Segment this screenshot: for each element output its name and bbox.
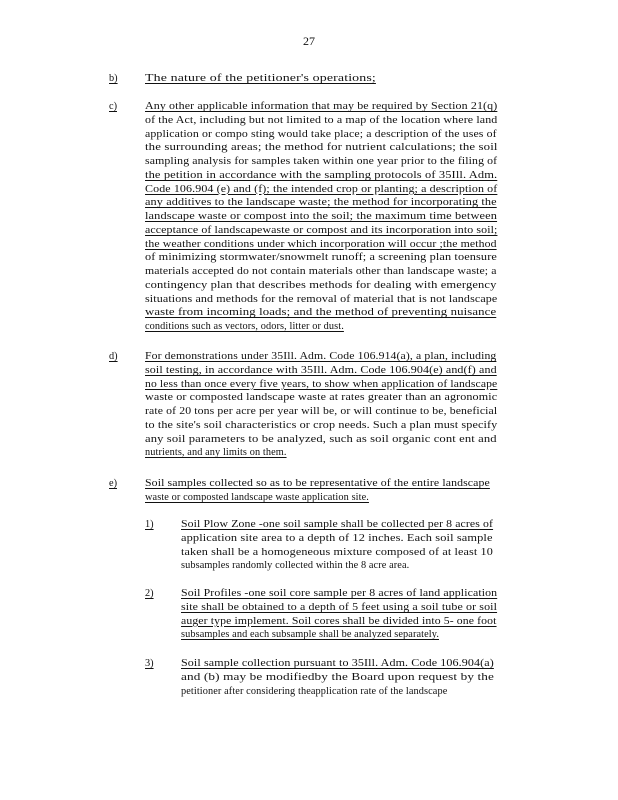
subitem-text-line: site shall be obtained to a depth of 5 feet using a soil tube or soil [181, 601, 498, 613]
subitem-text-line: subsamples randomly collected within the 8 acre area. [181, 560, 410, 572]
item-text-line: no less than once every five years, to show when application of landscape [145, 378, 498, 390]
subitem-text-line: Soil Plow Zone -one soil sample shall be collected per 8 acres of [181, 519, 494, 530]
item-text-line: to the site's soil characteristics or crop needs. Such a plan must specify [145, 419, 498, 431]
item-text-line: the weather conditions under which incorporation will occur ;the method [145, 238, 497, 250]
item-text-line: For demonstrations under 35Ill. Adm. Code 106.914(a), a plan, including [145, 351, 497, 362]
item-text-line: soil testing, in accordance with 35Ill. Adm. Code 106.904(e) and(f) and [145, 364, 497, 376]
item-text-line: landscape waste or compost into the soil; the maximum time between [145, 211, 498, 222]
item-text-line: waste or composted landscape waste at rates greater than an agronomic [145, 392, 498, 404]
item-text-line: of minimizing stormwater/snowmelt runoff; a screening plan toensure [145, 252, 497, 264]
item-text-line: contingency plan that describes methods for dealing with emergency [145, 279, 497, 291]
item-text-line: conditions such as vectors, odors, litter or dust. [145, 321, 344, 332]
item-text-line: the petition in accordance with the sampling protocols of 35Ill. Adm. [145, 169, 498, 181]
item-marker: e) [109, 478, 117, 489]
subitem-marker: 2) [145, 588, 154, 599]
item-text-line: of the Act, including but not limited to a map of the location where land [145, 114, 498, 126]
item-text-line: The nature of the petitioner's operations; [145, 73, 376, 84]
item-text-line: situations and methods for the removal of material that is not landscape [145, 293, 498, 305]
subitem-text-line: application site area to a depth of 12 inches. Each soil sample [181, 532, 493, 544]
item-marker: b) [109, 73, 118, 84]
subitem-marker: 1) [145, 519, 154, 530]
item-text-line: Any other applicable information that may be required by Section 21(q) [145, 101, 498, 112]
subitem-text-line: petitioner after considering theapplication rate of the landscape [181, 685, 448, 697]
item-text-line: Soil samples collected so as to be representative of the entire landscape [145, 478, 490, 489]
page-number: 27 [303, 34, 315, 48]
subitem-marker: 3) [145, 658, 154, 669]
item-text-line: any additives to the landscape waste; the method for incorporating the [145, 197, 497, 209]
item-text-line: acceptance of landscapewaste or compost and its incorporation into soil; [145, 224, 498, 236]
item-text-line: waste from incoming loads; and the method of preventing nuisance [145, 307, 497, 319]
subitem-text-line: Soil sample collection pursuant to 35Ill. Adm. Code 106.904(a) [181, 658, 494, 669]
item-text-line: nutrients, and any limits on them. [145, 447, 287, 459]
item-marker: c) [109, 101, 117, 112]
subitem-text-line: subsamples and each subsample shall be analyzed separately. [181, 629, 439, 641]
item-text-line: waste or composted landscape waste application site. [145, 491, 369, 503]
item-text-line: Code 106.904 (e) and (f); the intended crop or planting; a description of [145, 183, 498, 195]
subitem-text-line: Soil Profiles -one soil core sample per 8 acres of land application [181, 588, 498, 599]
item-text-line: any soil parameters to be analyzed, such as soil organic cont ent and [145, 433, 497, 445]
subitem-text-line: and (b) may be modifiedby the Board upon request by the [181, 671, 495, 683]
subitem-text-line: auger type implement. Soil cores shall be divided into 5- one foot [181, 615, 497, 627]
item-marker: d) [109, 351, 118, 362]
item-text-line: sampling analysis for samples taken within one year prior to the filing of [145, 156, 498, 167]
item-text-line: rate of 20 tons per acre per year will be, or will continue to be, beneficial [145, 406, 498, 417]
item-text-line: the surrounding areas; the method for nutrient calculations; the soil [145, 142, 498, 154]
subitem-text-line: taken shall be a homogeneous mixture composed of at least 10 [181, 546, 493, 558]
item-text-line: application or compo sting would take place; a description of the uses of [145, 128, 497, 140]
item-text-line: materials accepted do not contain materials other than landscape waste; a [145, 266, 497, 277]
